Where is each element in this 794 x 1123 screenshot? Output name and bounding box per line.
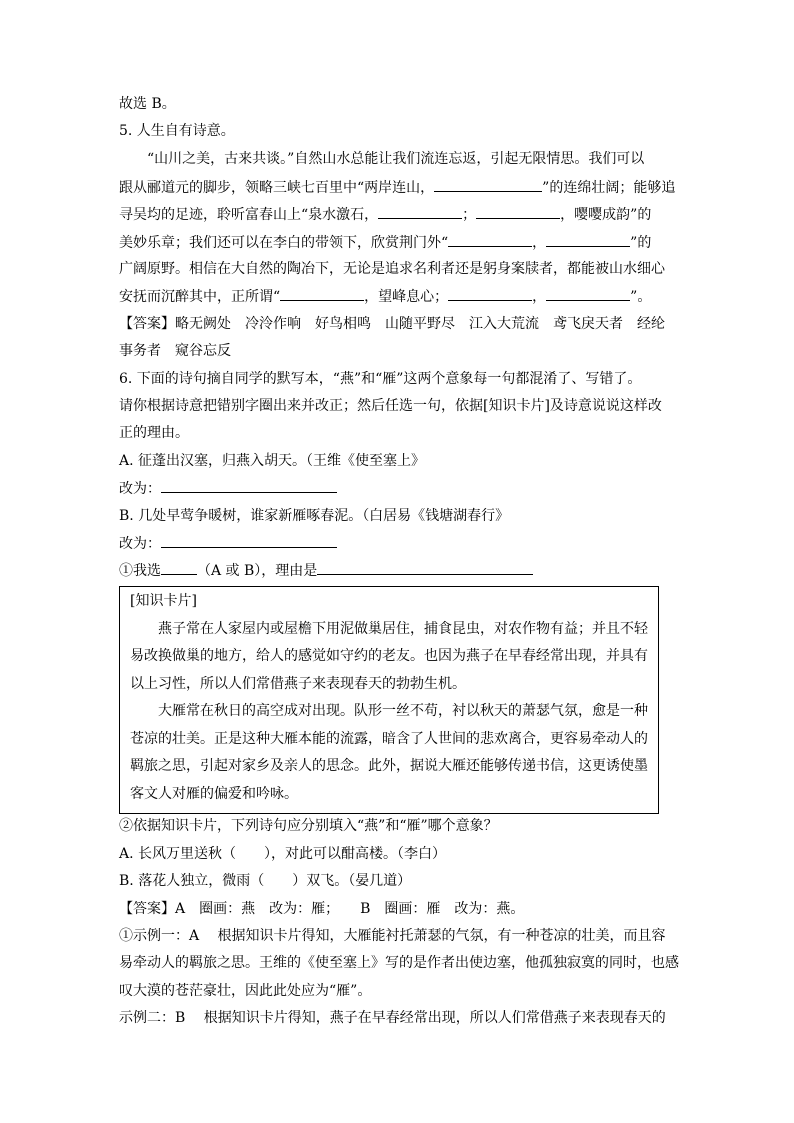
knowledge-card-title: [知识卡片] <box>130 593 197 609</box>
question-5-heading: 5. 人生自有诗意。 <box>119 123 235 139</box>
correction-label: 改为： <box>119 536 161 552</box>
q5-passage-text: 广阔原野。相信在大自然的陶冶下，无论是追求名利者还是躬身案牍者，都能被山水细心 <box>119 261 665 277</box>
fill-blank[interactable] <box>161 531 337 548</box>
answer-line <box>119 312 665 336</box>
text-line <box>119 558 533 583</box>
knowledge-card-text: 苍凉的壮美。正是这种大雁本能的流露，暗含了人世间的悲欢离合，更容易牵动人的 <box>130 731 648 747</box>
q6-option-b: B. 几处早莺争暖树，谁家新雁啄春泥。（白居易《钱塘湖春行》 <box>119 508 510 524</box>
q5-passage-text: ”。 <box>630 289 652 305</box>
text-line <box>119 175 675 200</box>
knowledge-card-text: 易改换做巢的地方，给人的感觉如守约的老友。也因为燕子在早春经常出现，并具有 <box>130 648 648 664</box>
q6-sub-option-b: B. 落花人独立，微雨（ ）双飞。（晏几道） <box>119 873 412 889</box>
text-line <box>119 814 498 838</box>
fill-blank[interactable] <box>448 284 532 301</box>
fill-blank[interactable] <box>161 476 337 493</box>
text-line <box>119 202 651 227</box>
knowledge-card-text: 燕子常在人家屋内或屋檐下用泥做巢居住，捕食昆虫，对农作物有益；并且不轻 <box>158 621 648 637</box>
question-5-title <box>119 119 235 143</box>
answer-line <box>119 897 524 921</box>
knowledge-card-text: 客文人对雁的偏爱和吟咏。 <box>130 786 298 802</box>
q5-passage-text: ”的连绵壮阔；能够追 <box>542 180 676 196</box>
text-line <box>147 147 644 171</box>
q5-passage-text: ”的 <box>630 235 652 251</box>
q6-answer: 【答案】A 圈画：燕 改为：雁； B 圈画：雁 改为：燕。 <box>119 901 525 917</box>
correction-label: 改为： <box>119 481 161 497</box>
q6-choice-label: ①我选 <box>119 563 161 579</box>
q5-passage-text: 美妙乐章；我们还可以在李白的带领下，欣赏荆门外“ <box>119 235 449 251</box>
q6-sub-option-a: A. 长风万里送秋（ ），对此可以酣高楼。（李白） <box>119 846 447 862</box>
knowledge-card-text: 大雁常在秋日的高空成对出现。队形一丝不苟，衬以秋天的萧瑟气氛，愈是一种 <box>158 703 648 719</box>
q6-option-a: A. 征蓬出汉塞，归燕入胡天。（王维《使至塞上》 <box>119 453 426 469</box>
q6-choice-label: （A 或 B），理由是 <box>197 563 318 579</box>
answer-line <box>119 951 679 975</box>
q5-passage-text: ； <box>462 207 477 223</box>
q5-passage-text: ，嘤嘤成韵”的 <box>560 207 652 223</box>
q6-answer-example: 易牵动人的羁旅之思。王维的《使至塞上》写的是作者出使边塞，他孤独寂寞的同时，也感 <box>119 955 679 971</box>
text-line <box>119 449 425 473</box>
knowledge-card <box>119 586 659 814</box>
fill-blank[interactable] <box>448 230 532 247</box>
question-6-title <box>119 367 641 391</box>
text-line <box>119 531 337 556</box>
q6-prompt: 请你根据诗意把错别字圈出来并改正；然后任选一句，依据[知识卡片]及诗意说说这样改 <box>119 398 662 414</box>
q5-answer: 【答案】略无阙处 冷泠作响 好鸟相鸣 山随平野尽 江入大荒流 鸢飞戾天者 经纶 <box>119 316 665 332</box>
fill-blank[interactable] <box>280 284 364 301</box>
q6-answer-example: 叹大漠的苍茫豪壮，因此此处应为“雁”。 <box>119 983 372 999</box>
text-line <box>119 230 651 255</box>
q6-sub-question: ②依据知识卡片，下列诗句应分别填入“燕”和“雁”哪个意象？ <box>119 818 498 834</box>
q5-passage-text: “山川之美，古来共谈。”自然山水总能让我们流连忘返，引起无限情思。我们可以 <box>147 151 645 167</box>
answer-line <box>119 1006 666 1030</box>
text-line <box>119 869 411 893</box>
q5-passage-text: 跟从郦道元的脚步，领略三峡七百里中“两岸连山， <box>119 180 435 196</box>
fill-blank[interactable] <box>546 284 630 301</box>
knowledge-card-text: 羁旅之思，引起对家乡及亲人的思念。此外，据说大雁还能够传递书信，这更诱使墨 <box>130 758 648 774</box>
text-line <box>119 92 176 116</box>
text-line <box>119 284 651 309</box>
fill-blank[interactable] <box>546 230 630 247</box>
text-line <box>119 842 446 866</box>
text-line <box>119 394 662 418</box>
text-line <box>119 504 509 528</box>
fill-blank[interactable] <box>317 558 533 575</box>
q5-passage-text: ，望峰息心； <box>364 289 449 305</box>
fill-blank[interactable] <box>476 202 560 219</box>
text-line <box>119 421 189 445</box>
q5-passage-text: ， <box>532 289 547 305</box>
q6-answer-example: ①示例一：A 根据知识卡片得知，大雁能衬托萧瑟的气氛，有一种苍凉的壮美，而且容 <box>119 928 666 944</box>
q5-answer: 事务者 窥谷忘反 <box>119 343 231 359</box>
q5-passage-text: 安抚而沉醉其中，正所谓“ <box>119 289 281 305</box>
fill-blank[interactable] <box>161 558 197 575</box>
text-line <box>119 257 665 281</box>
q6-answer-example: 示例二：B 根据知识卡片得知，燕子在早春经常出现，所以人们常借燕子来表现春天的 <box>119 1010 666 1026</box>
q5-passage-text: ， <box>532 235 547 251</box>
text-line <box>119 476 337 501</box>
answer-line <box>119 924 666 948</box>
fill-blank[interactable] <box>434 175 542 192</box>
q6-prompt: 正的理由。 <box>119 425 189 441</box>
q6-prompt: 6. 下面的诗句摘自同学的默写本，“燕”和“雁”这两个意象每一句都混淆了、写错了。 <box>119 371 642 387</box>
prev-answer-conclusion: 故选 B。 <box>119 96 176 112</box>
answer-line <box>119 979 371 1003</box>
q5-passage-text: 寻吴均的足迹，聆听富春山上“泉水激石， <box>119 207 379 223</box>
knowledge-card-text: 以上习性，所以人们常借燕子来表现春天的勃勃生机。 <box>130 676 466 692</box>
answer-line <box>119 339 231 363</box>
fill-blank[interactable] <box>378 202 462 219</box>
